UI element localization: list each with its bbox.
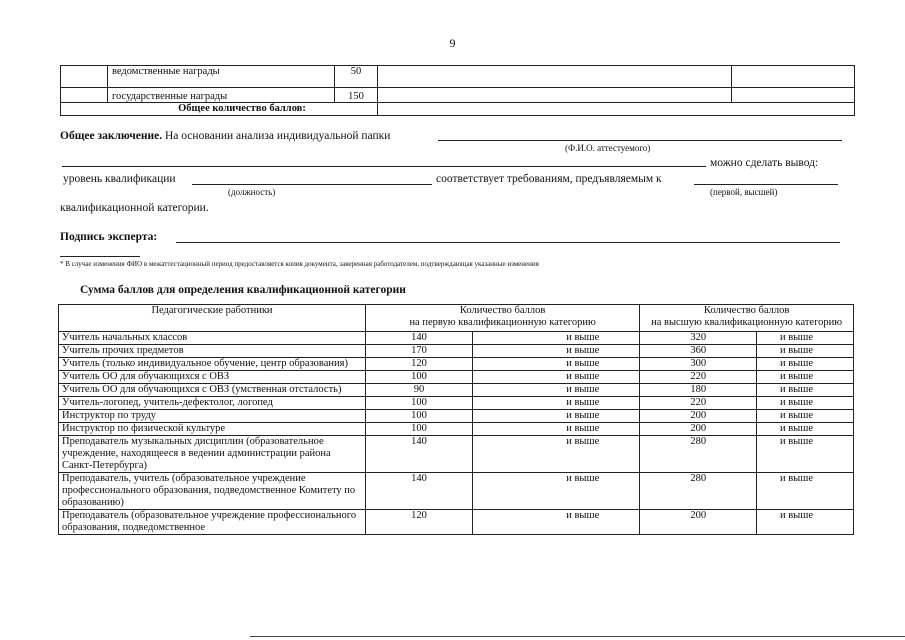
award-points: 150 bbox=[335, 88, 378, 103]
row-first-score: 120 bbox=[366, 358, 473, 371]
table-row bbox=[59, 358, 854, 371]
row-high-score: 200 bbox=[640, 510, 757, 535]
row-first-cmp: и выше bbox=[473, 410, 640, 423]
row-high-cmp: и выше bbox=[757, 410, 854, 423]
row-name: Учитель прочих предметов bbox=[59, 345, 366, 358]
position-field[interactable] bbox=[192, 184, 432, 185]
award-label: ведомственные награды bbox=[108, 66, 335, 88]
table-row bbox=[59, 371, 854, 384]
matches-text: соответствует требованиям, предъявляемым к bbox=[436, 173, 662, 185]
row-high-cmp: и выше bbox=[757, 332, 854, 345]
row-first-cmp: и выше bbox=[473, 423, 640, 436]
table-row bbox=[59, 345, 854, 358]
row-high-score: 200 bbox=[640, 410, 757, 423]
position-hint: (должность) bbox=[228, 187, 276, 197]
row-high-cmp: и выше bbox=[757, 397, 854, 410]
row-first-cmp: и выше bbox=[473, 332, 640, 345]
row-high-cmp: и выше bbox=[757, 345, 854, 358]
row-high-score: 320 bbox=[640, 332, 757, 345]
table-row bbox=[59, 397, 854, 410]
score-table-title: Сумма баллов для определения квалификационной категории bbox=[80, 284, 406, 296]
category-end: квалификационной категории. bbox=[60, 202, 209, 214]
row-high-cmp: и выше bbox=[757, 358, 854, 371]
row-high-cmp: и выше bbox=[757, 473, 854, 510]
row-first-cmp: и выше bbox=[473, 384, 640, 397]
row-high-score: 300 bbox=[640, 358, 757, 371]
table-header-row bbox=[59, 305, 854, 332]
row-high-score: 220 bbox=[640, 397, 757, 410]
fio-field[interactable] bbox=[438, 140, 842, 141]
row-name: Учитель ОО для обучающихся с ОВЗ (умственная отсталость) bbox=[59, 384, 366, 397]
footnote: * В случае изменения ФИО в межаттестационный период предоставляется копия документа, заверенная работодателем, подтверждающая указанные изменения bbox=[60, 260, 539, 268]
table-row bbox=[59, 436, 854, 473]
row-first-score: 100 bbox=[366, 410, 473, 423]
header-workers: Педагогические работники bbox=[59, 305, 366, 332]
row-high-score: 280 bbox=[640, 473, 757, 510]
row-name: Преподаватель, учитель (образовательное учреждение профессионального образования, подведомственное Комитету по образованию) bbox=[59, 473, 366, 510]
award-points: 50 bbox=[335, 66, 378, 88]
row-first-score: 120 bbox=[366, 510, 473, 535]
row-first-score: 170 bbox=[366, 345, 473, 358]
row-first-cmp: и выше bbox=[473, 345, 640, 358]
signature-label: Подпись эксперта: bbox=[60, 231, 158, 243]
row-first-score: 100 bbox=[366, 423, 473, 436]
table-row bbox=[59, 423, 854, 436]
row-name: Инструктор по труду bbox=[59, 410, 366, 423]
row-high-cmp: и выше bbox=[757, 436, 854, 473]
row-first-cmp: и выше bbox=[473, 397, 640, 410]
header-high-category: Количество баллов на высшую квалификационную категорию bbox=[640, 305, 854, 332]
row-name: Учитель-логопед, учитель-дефектолог, логопед bbox=[59, 397, 366, 410]
page-number: 9 bbox=[449, 36, 456, 50]
row-high-cmp: и выше bbox=[757, 371, 854, 384]
can-conclude-text: можно сделать вывод: bbox=[710, 157, 819, 169]
row-name: Учитель (только индивидуальное обучение, центр образования) bbox=[59, 358, 366, 371]
row-first-score: 100 bbox=[366, 371, 473, 384]
table-row bbox=[59, 332, 854, 345]
row-name: Преподаватель музыкальных дисциплин (образовательное учреждение, находящееся в ведении администрации района Санкт-Петербурга) bbox=[59, 436, 366, 473]
row-high-score: 200 bbox=[640, 423, 757, 436]
category-field[interactable] bbox=[694, 184, 838, 185]
fio-hint: (Ф.И.О. аттестуемого) bbox=[565, 143, 651, 153]
row-name: Преподаватель (образовательное учреждение профессионального образования, подведомственное bbox=[59, 510, 366, 535]
row-first-score: 90 bbox=[366, 384, 473, 397]
row-high-cmp: и выше bbox=[757, 384, 854, 397]
conclusion-line bbox=[60, 130, 390, 142]
row-first-cmp: и выше bbox=[473, 436, 640, 473]
signature-field[interactable] bbox=[176, 242, 840, 243]
page-bottom-rule bbox=[250, 636, 905, 637]
row-first-score: 140 bbox=[366, 436, 473, 473]
awards-table bbox=[60, 65, 855, 116]
header-first-category: Количество баллов на первую квалификационную категорию bbox=[366, 305, 640, 332]
row-name: Инструктор по физической культуре bbox=[59, 423, 366, 436]
row-name: Учитель ОО для обучающихся с ОВЗ bbox=[59, 371, 366, 384]
table-row bbox=[59, 473, 854, 510]
table-row bbox=[61, 103, 855, 116]
row-high-cmp: и выше bbox=[757, 510, 854, 535]
row-high-score: 180 bbox=[640, 384, 757, 397]
table-row bbox=[59, 410, 854, 423]
row-high-score: 280 bbox=[640, 436, 757, 473]
conclusion-text: На основании анализа индивидуальной папки bbox=[164, 130, 391, 142]
footnote-divider bbox=[60, 256, 140, 257]
row-high-score: 360 bbox=[640, 345, 757, 358]
total-label: Общее количество баллов: bbox=[61, 103, 378, 116]
row-first-cmp: и выше bbox=[473, 371, 640, 384]
table-row bbox=[59, 384, 854, 397]
row-first-cmp: и выше bbox=[473, 358, 640, 371]
row-first-score: 140 bbox=[366, 332, 473, 345]
conclusion-title: Общее заключение. bbox=[60, 130, 163, 142]
award-label: государственные награды bbox=[108, 88, 335, 103]
row-high-cmp: и выше bbox=[757, 423, 854, 436]
category-hint: (первой, высшей) bbox=[710, 187, 778, 197]
row-high-score: 220 bbox=[640, 371, 757, 384]
row-first-cmp: и выше bbox=[473, 510, 640, 535]
row-name: Учитель начальных классов bbox=[59, 332, 366, 345]
table-row bbox=[61, 66, 855, 88]
row-first-score: 140 bbox=[366, 473, 473, 510]
table-row bbox=[59, 510, 854, 535]
level-label: уровень квалификации bbox=[63, 173, 176, 185]
score-table bbox=[58, 304, 854, 535]
row-first-score: 100 bbox=[366, 397, 473, 410]
table-row bbox=[61, 88, 855, 103]
row-first-cmp: и выше bbox=[473, 473, 640, 510]
fio-continuation-field[interactable] bbox=[62, 166, 706, 167]
